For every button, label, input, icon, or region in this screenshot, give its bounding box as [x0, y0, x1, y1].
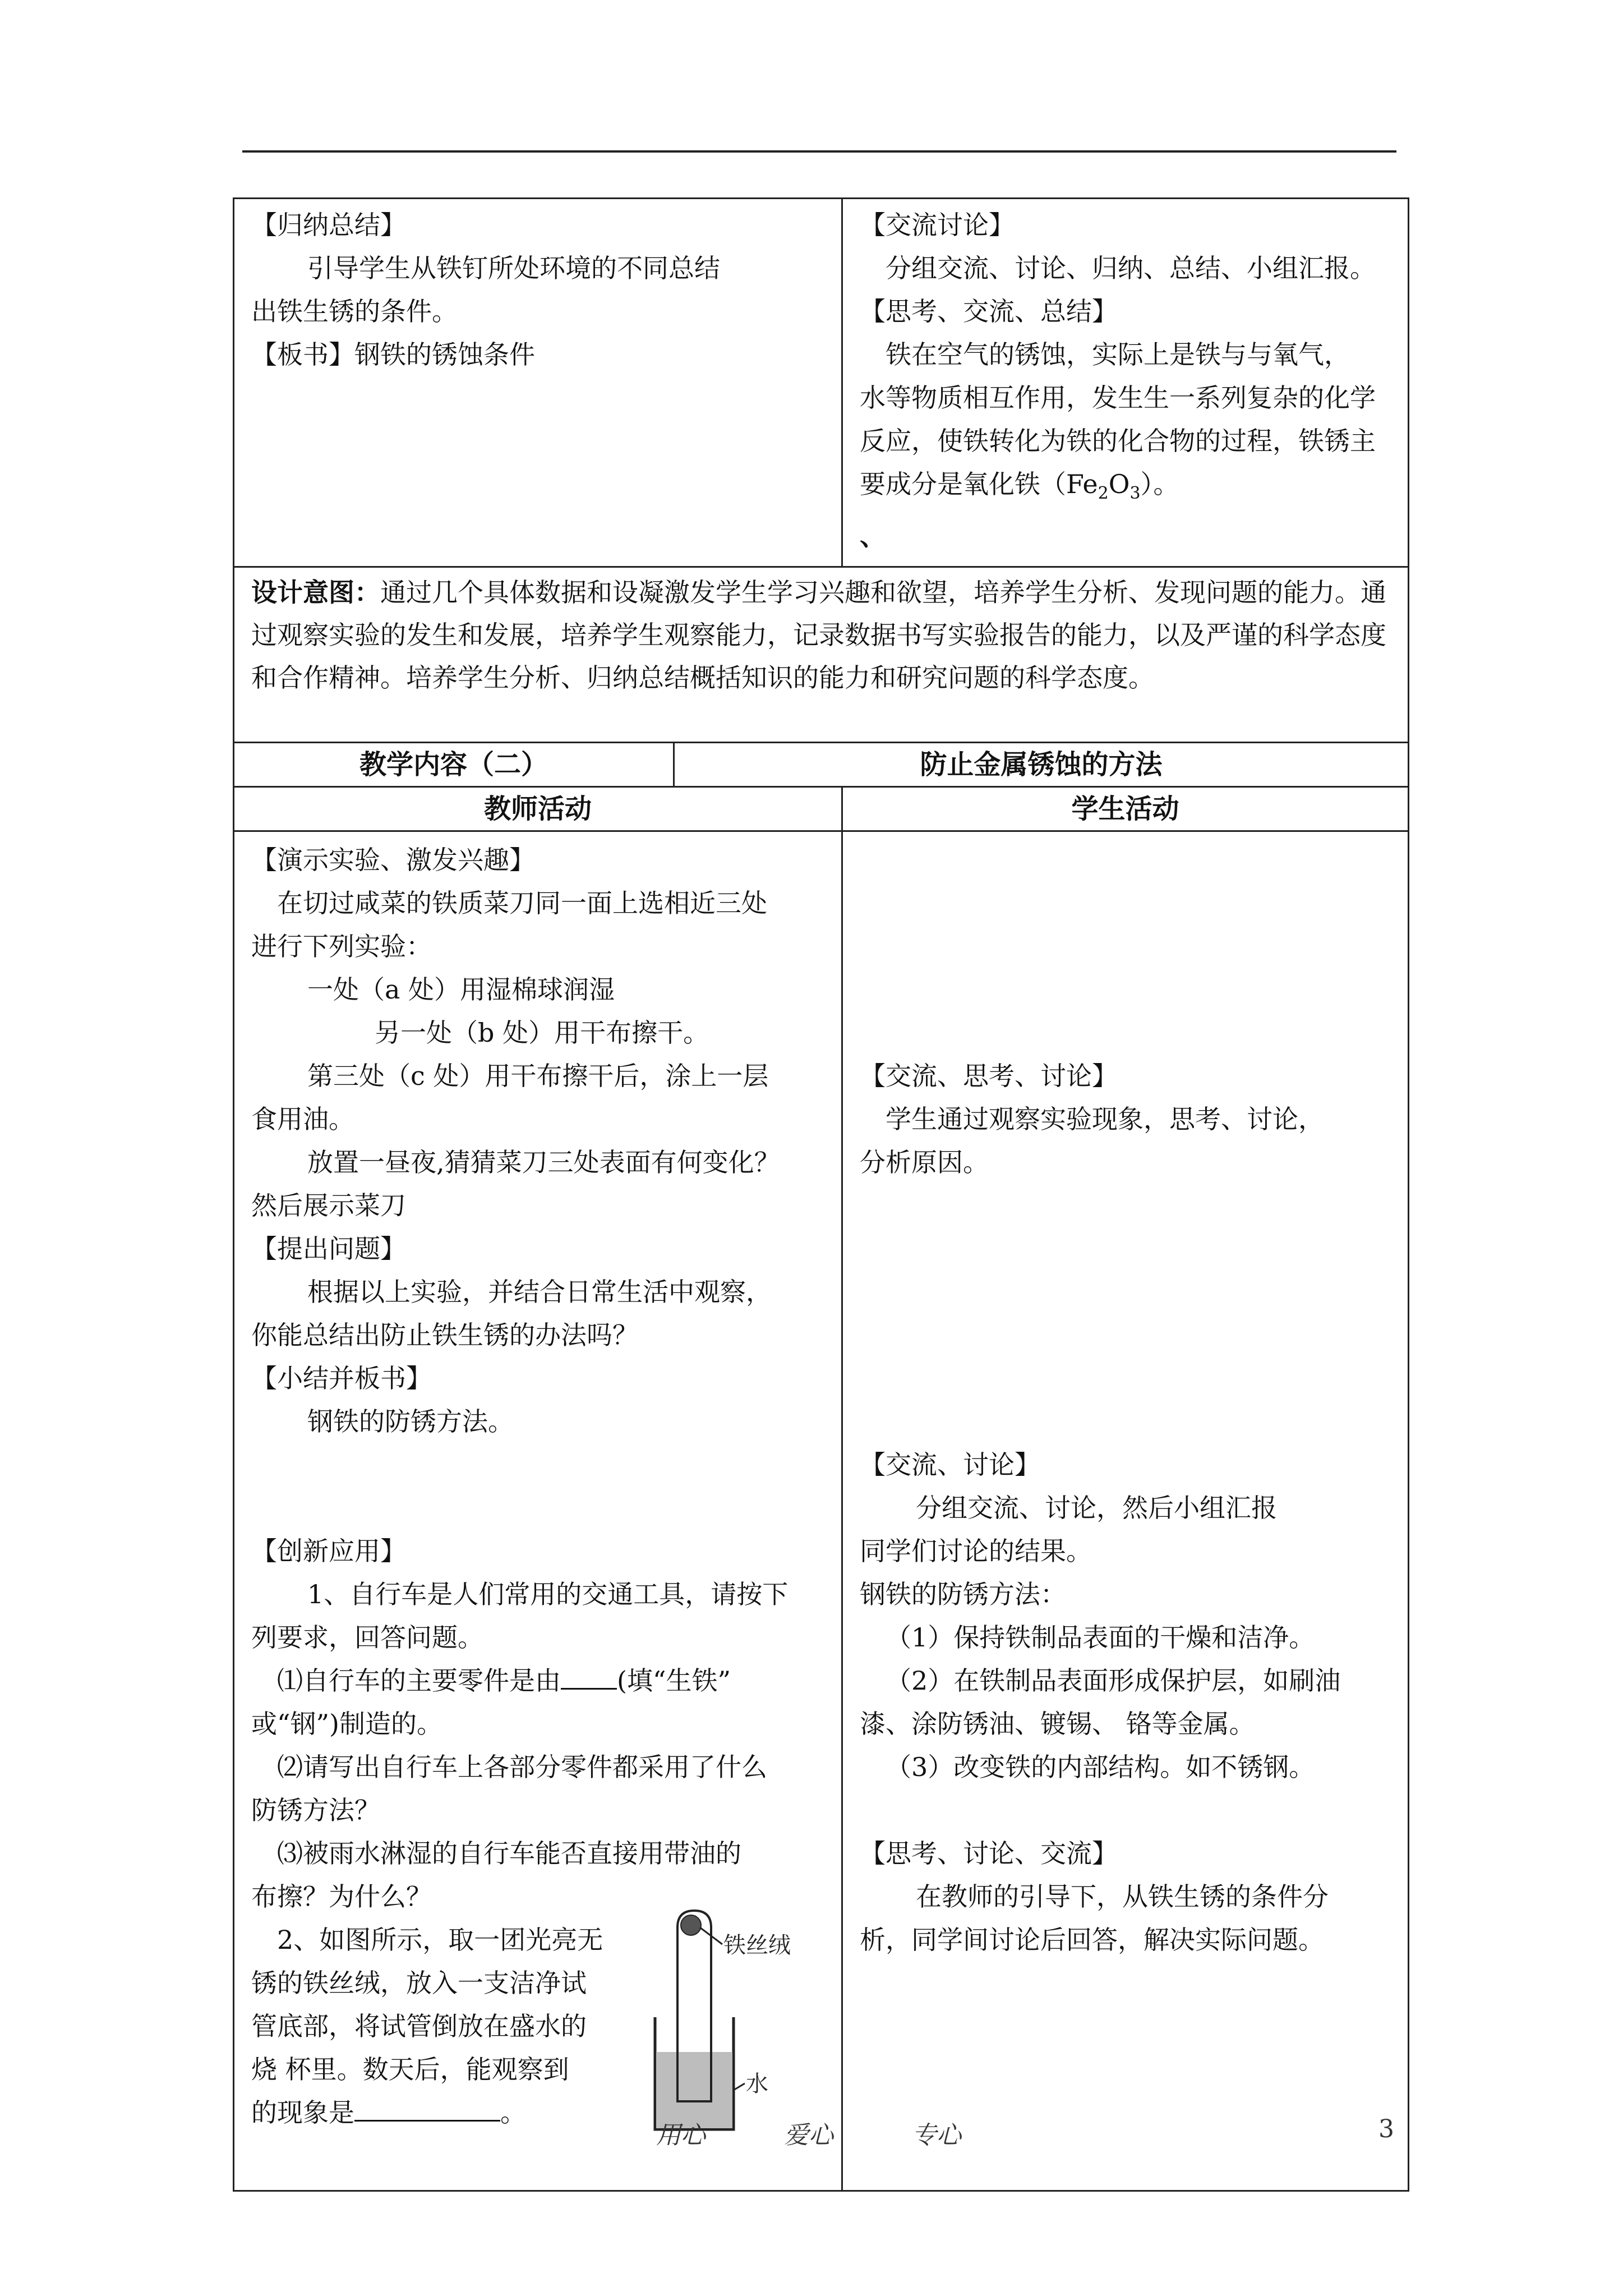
paragraph: 你能总结出防止铁生锈的办法吗？: [251, 1320, 638, 1351]
question-text: 防锈方法？: [251, 1795, 380, 1826]
list-item: （2）在铁制品表面形成保护层，如刷油: [886, 1665, 1341, 1696]
student-activity-header: 学生活动: [842, 787, 1409, 831]
spacer: [860, 925, 1393, 968]
summary-row: [234, 199, 1409, 567]
question-text: ⑶被雨水淋湿的自行车能否直接用带油的: [277, 1838, 741, 1869]
teacher-activity-cell: [234, 831, 842, 2191]
paragraph: 铁在空气的锈蚀，实际上是铁与与氧气，: [886, 339, 1350, 370]
section-heading: 【交流、思考、讨论】: [860, 1061, 1118, 1092]
spacer: [251, 1487, 827, 1530]
section-heading: 【归纳总结】: [251, 210, 406, 240]
paragraph: 反应，使铁转化为铁的化合物的过程，铁锈主: [860, 426, 1376, 456]
design-intent-row: [234, 567, 1409, 743]
design-intent-text: 通过几个具体数据和设凝激发学生学习兴趣和欲望，培养学生分析、发现问题的能力。通过观察实验的发生和发展，培养学生观察能力，记录数据书写实验报告的能力，以及严谨的科学态度和合作精神。培养学生分析、归纳总结概括知识的能力和研究问题的科学态度。: [251, 577, 1386, 693]
question-text: 管底部，将试管倒放在盛水的: [251, 2011, 587, 2042]
question-part: ⑴自行车的主要零件是由: [277, 1665, 561, 1696]
activity-header-row: [234, 787, 1409, 831]
paragraph: 分组交流、讨论，然后小组汇报: [916, 1493, 1277, 1524]
page-number: 3: [1378, 2115, 1394, 2143]
paragraph: 然后展示菜刀: [251, 1190, 406, 1221]
header-rule: [242, 150, 1396, 153]
section-heading: 【创新应用】: [251, 1536, 406, 1567]
test-tube-beaker-figure: [644, 1905, 812, 2141]
paragraph: 钢铁的防锈方法。: [307, 1406, 514, 1437]
section-heading: 【交流、讨论】: [860, 1450, 1040, 1480]
list-item: （3）改变铁的内部结构。如不锈钢。: [886, 1752, 1315, 1783]
paragraph: 分组交流、讨论、归纳、总结、小组汇报。: [886, 253, 1376, 283]
paragraph: 一处（a 处）用湿棉球润湿: [307, 974, 615, 1005]
design-intent-cell: [234, 567, 1409, 743]
formula-line: [860, 463, 1393, 515]
subscript: 2: [1098, 484, 1109, 504]
summary-left-cell: [234, 199, 842, 567]
spacer: [860, 1400, 1393, 1443]
paragraph: 第三处（c 处）用干布擦干后，涂上一层: [307, 1061, 769, 1092]
section-heading: 【思考、讨论、交流】: [860, 1838, 1118, 1869]
spacer: [860, 968, 1393, 1011]
question-text: 烧 杯里。数天后，能观察到: [251, 2054, 569, 2085]
question-text: ⑵请写出自行车上各部分零件都采用了什么: [277, 1752, 767, 1783]
footer-motto: [656, 2115, 1040, 2151]
subscript: 3: [1129, 484, 1141, 504]
paragraph: 水等物质相互作用，发生生一系列复杂的化学: [860, 383, 1376, 413]
paragraph: 出铁生锈的条件。: [251, 296, 458, 326]
section-heading: 【交流讨论】: [860, 210, 1015, 240]
paragraph: 学生通过观察实验现象，思考、讨论，: [886, 1104, 1324, 1135]
answer-blank[interactable]: [561, 1665, 617, 1690]
content-two-row: [234, 743, 1409, 787]
paragraph: 分析原因。: [860, 1147, 989, 1178]
design-intent-label: 设计意图: [251, 577, 354, 608]
question-text: [251, 2091, 644, 2134]
content-two-label: 教学内容（二）: [234, 743, 674, 787]
section-heading: 【演示实验、激发兴趣】: [251, 845, 535, 876]
question-part: 的现象是: [251, 2097, 354, 2128]
water-in-tube: [679, 2052, 710, 2100]
design-intent-colon: ：: [354, 577, 380, 608]
spacer: [860, 1314, 1393, 1357]
spacer: [860, 1271, 1393, 1314]
footer-word: 爱心: [784, 2121, 833, 2150]
paragraph: 析，同学间讨论后回答，解决实际问题。: [860, 1925, 1324, 1955]
activity-body-row: [234, 831, 1409, 2191]
stray-mark: 、: [860, 521, 886, 552]
question-text: 列要求，回答问题。: [251, 1622, 483, 1653]
spacer: [860, 1357, 1393, 1400]
paragraph: 钢铁的防锈方法：: [860, 1579, 1066, 1610]
spacer: [860, 1184, 1393, 1227]
question-text: 或“钢”)制造的。: [251, 1709, 442, 1740]
section-heading: 【小结并板书】: [251, 1363, 432, 1394]
paragraph: 另一处（b 处）用干布擦干。: [375, 1018, 709, 1048]
section-heading: 【提出问题】: [251, 1234, 406, 1264]
paragraph: 放置一昼夜,猜猜菜刀三处表面有何变化？: [307, 1147, 780, 1178]
section-heading: 【思考、交流、总结】: [860, 296, 1118, 326]
content-two-title: 防止金属锈蚀的方法: [674, 743, 1409, 787]
question-text: 2、如图所示，取一团光亮无: [277, 1925, 603, 1955]
paragraph: 引导学生从铁钉所处环境的不同总结: [307, 253, 720, 283]
list-item: 漆、涂防锈油、镀锡、 铬等金属。: [860, 1709, 1255, 1740]
spacer: [860, 1011, 1393, 1055]
figure-label-steel-wool: 铁丝绒: [723, 1932, 791, 1959]
lesson-table: [233, 197, 1409, 2192]
steel-wool-icon: [681, 1915, 701, 1935]
question-part: 。: [500, 2097, 526, 2128]
paragraph: 在切过咸菜的铁质菜刀同一面上选相近三处: [277, 888, 767, 919]
spacer: [860, 839, 1393, 882]
paragraph: 在教师的引导下，从铁生锈的条件分: [916, 1881, 1329, 1912]
formula-text: O: [1108, 469, 1130, 499]
paragraph: 进行下列实验：: [251, 931, 432, 962]
spacer: [860, 1227, 1393, 1271]
paragraph: 根据以上实验，并结合日常生活中观察，: [307, 1277, 772, 1308]
question-text: 锈的铁丝绒，放入一支洁净试: [251, 1968, 587, 1999]
student-activity-cell: [842, 831, 1409, 2191]
question-part: (填“生铁”: [617, 1665, 731, 1696]
footer-word: 专心: [912, 2121, 961, 2150]
paragraph: 同学们讨论的结果。: [860, 1536, 1092, 1567]
teacher-activity-header: 教师活动: [234, 787, 842, 831]
summary-right-cell: [842, 199, 1409, 567]
paragraph: 食用油。: [251, 1104, 354, 1135]
formula-text: 要成分是氧化铁（Fe: [860, 469, 1098, 499]
spacer: [860, 1789, 1393, 1832]
board-note: 【板书】钢铁的锈蚀条件: [251, 339, 535, 370]
figure-label-water: 水: [746, 2071, 768, 2097]
list-item: （1）保持铁制品表面的干燥和洁净。: [886, 1622, 1315, 1653]
question-text: 布擦？为什么？: [251, 1881, 432, 1912]
question-text: [251, 1659, 827, 1703]
spacer: [251, 1443, 827, 1487]
footer-word: 用心: [656, 2121, 706, 2150]
answer-blank[interactable]: [354, 2097, 500, 2122]
spacer: [860, 882, 1393, 925]
formula-text: ）。: [1140, 469, 1179, 499]
question-text: 1、自行车是人们常用的交通工具，请按下: [307, 1579, 789, 1610]
